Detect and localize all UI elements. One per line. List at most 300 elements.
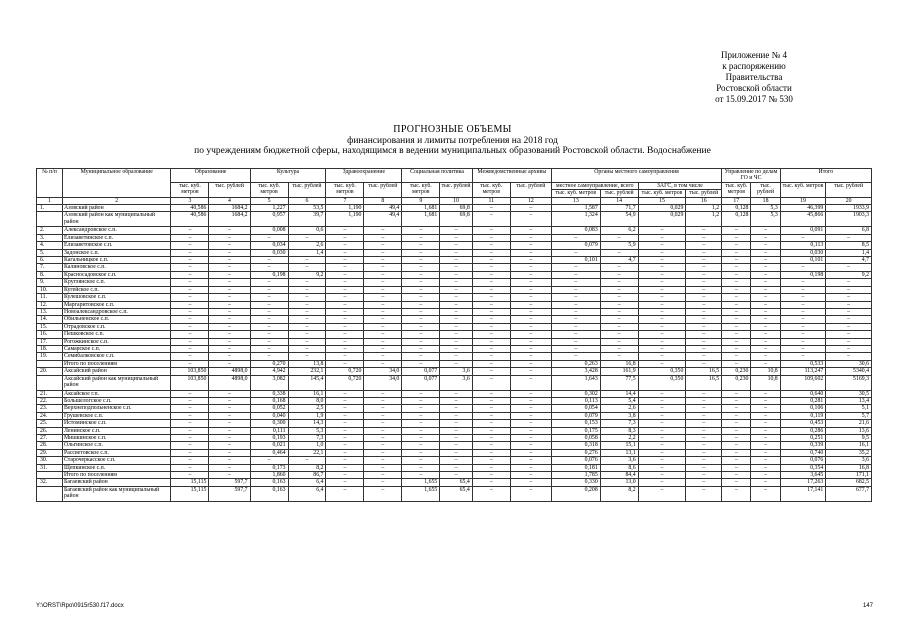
- value-cell: –: [510, 294, 551, 301]
- header-oms-zags: ЗАГС, в том числе: [638, 182, 722, 189]
- value-cell: –: [510, 249, 551, 256]
- value-cell: –: [826, 264, 872, 271]
- value-cell: 1,190: [326, 205, 364, 212]
- value-cell: –: [402, 405, 440, 412]
- value-cell: –: [171, 353, 209, 360]
- table-row: [37, 338, 872, 345]
- value-cell: –: [751, 353, 780, 360]
- value-cell: 54,9: [600, 212, 638, 227]
- row-number: 20.: [37, 368, 63, 375]
- value-cell: –: [209, 472, 250, 479]
- value-cell: 69,8: [440, 212, 473, 227]
- row-number: 19.: [37, 353, 63, 360]
- value-cell: –: [686, 464, 722, 471]
- row-number: [37, 486, 63, 501]
- row-number: [37, 212, 63, 227]
- value-cell: 71,7: [600, 205, 638, 212]
- value-cell: –: [326, 242, 364, 249]
- value-cell: –: [722, 286, 751, 293]
- value-cell: –: [722, 279, 751, 286]
- municipality-name: Верхнеподпольненское с.п.: [63, 405, 171, 412]
- value-cell: –: [510, 345, 551, 352]
- municipality-name: Старочеркасское с.п.: [63, 457, 171, 464]
- value-cell: –: [402, 420, 440, 427]
- value-cell: –: [209, 390, 250, 397]
- value-cell: –: [826, 331, 872, 338]
- header-group-archives: Межведомственные архивы: [472, 169, 551, 183]
- value-cell: –: [751, 316, 780, 323]
- header-unit: тыс. рублей: [209, 182, 250, 197]
- value-cell: –: [510, 205, 551, 212]
- value-cell: –: [209, 427, 250, 434]
- value-cell: –: [472, 301, 510, 308]
- value-cell: –: [209, 242, 250, 249]
- value-cell: –: [686, 316, 722, 323]
- value-cell: 34,0: [364, 368, 402, 375]
- value-cell: –: [440, 345, 473, 352]
- table-row: [37, 427, 872, 434]
- municipality-name: Обильненское с.п.: [63, 316, 171, 323]
- value-cell: 69,8: [440, 205, 473, 212]
- value-cell: –: [472, 264, 510, 271]
- table-row: [37, 242, 872, 249]
- value-cell: –: [364, 427, 402, 434]
- value-cell: 1684,2: [209, 205, 250, 212]
- appendix-line: от 15.09.2017 № 530: [715, 94, 793, 104]
- value-cell: –: [402, 360, 440, 367]
- value-cell: –: [402, 242, 440, 249]
- value-cell: –: [722, 227, 751, 234]
- value-cell: –: [722, 264, 751, 271]
- value-cell: –: [638, 257, 686, 264]
- value-cell: –: [722, 442, 751, 449]
- value-cell: –: [510, 435, 551, 442]
- value-cell: –: [364, 338, 402, 345]
- value-cell: 1,587: [551, 205, 600, 212]
- value-cell: 8,2: [288, 464, 326, 471]
- value-cell: 5,3: [751, 205, 780, 212]
- value-cell: 0,338: [250, 390, 288, 397]
- column-number: 5: [250, 197, 288, 204]
- value-cell: 5,4: [600, 397, 638, 404]
- value-cell: –: [209, 360, 250, 367]
- value-cell: 0,054: [551, 405, 600, 412]
- value-cell: –: [288, 234, 326, 241]
- value-cell: –: [326, 353, 364, 360]
- value-cell: –: [600, 279, 638, 286]
- value-cell: –: [171, 316, 209, 323]
- header-group-education: Образование: [171, 169, 250, 183]
- value-cell: –: [722, 249, 751, 256]
- value-cell: –: [171, 412, 209, 419]
- value-cell: 0,175: [551, 427, 600, 434]
- value-cell: –: [440, 420, 473, 427]
- value-cell: –: [751, 271, 780, 278]
- value-cell: –: [326, 331, 364, 338]
- value-cell: 0,230: [722, 368, 751, 375]
- value-cell: –: [326, 286, 364, 293]
- value-cell: –: [326, 316, 364, 323]
- value-cell: 13,0: [600, 479, 638, 486]
- value-cell: –: [686, 242, 722, 249]
- appendix-block: [679, 50, 829, 105]
- value-cell: –: [826, 279, 872, 286]
- value-cell: –: [722, 449, 751, 456]
- value-cell: 3,645: [780, 472, 826, 479]
- value-cell: 0,030: [250, 249, 288, 256]
- value-cell: –: [288, 323, 326, 330]
- value-cell: 1,0: [288, 442, 326, 449]
- value-cell: –: [250, 279, 288, 286]
- row-number: 8.: [37, 271, 63, 278]
- table-row: [37, 479, 872, 486]
- value-cell: 16,5: [686, 375, 722, 390]
- header-unit: тыс. куб. метров: [402, 182, 440, 197]
- column-number: 13: [551, 197, 600, 204]
- value-cell: 65,4: [440, 486, 473, 501]
- column-number: 7: [326, 197, 364, 204]
- value-cell: 0,263: [551, 360, 600, 367]
- municipality-name: Кугейское с.п.: [63, 286, 171, 293]
- value-cell: 0,083: [551, 227, 600, 234]
- value-cell: 0,111: [250, 427, 288, 434]
- value-cell: 7,3: [600, 420, 638, 427]
- value-cell: –: [722, 420, 751, 427]
- value-cell: –: [510, 472, 551, 479]
- value-cell: –: [638, 442, 686, 449]
- value-cell: –: [510, 390, 551, 397]
- value-cell: –: [686, 323, 722, 330]
- table-body: [37, 205, 872, 502]
- table-row: [37, 316, 872, 323]
- table-row: [37, 375, 872, 390]
- value-cell: –: [551, 331, 600, 338]
- value-cell: –: [326, 427, 364, 434]
- value-cell: –: [209, 271, 250, 278]
- value-cell: 0,030: [780, 249, 826, 256]
- value-cell: 1,324: [551, 212, 600, 227]
- value-cell: –: [364, 405, 402, 412]
- value-cell: –: [250, 257, 288, 264]
- header-unit: тыс. рублей: [440, 182, 473, 197]
- table-row: [37, 405, 872, 412]
- value-cell: –: [686, 360, 722, 367]
- value-cell: –: [638, 427, 686, 434]
- value-cell: 0,077: [402, 368, 440, 375]
- value-cell: –: [440, 472, 473, 479]
- row-number: 13.: [37, 308, 63, 315]
- value-cell: –: [209, 397, 250, 404]
- value-cell: –: [638, 345, 686, 352]
- value-cell: –: [171, 464, 209, 471]
- value-cell: 0,101: [780, 257, 826, 264]
- value-cell: –: [209, 442, 250, 449]
- value-cell: –: [440, 457, 473, 464]
- value-cell: –: [209, 294, 250, 301]
- value-cell: –: [472, 323, 510, 330]
- row-number: 23.: [37, 405, 63, 412]
- value-cell: –: [402, 390, 440, 397]
- value-cell: –: [510, 449, 551, 456]
- value-cell: –: [826, 294, 872, 301]
- value-cell: 0,119: [780, 412, 826, 419]
- column-number: 6: [288, 197, 326, 204]
- value-cell: –: [364, 479, 402, 486]
- municipality-name: Грушевское с.п.: [63, 412, 171, 419]
- value-cell: –: [171, 449, 209, 456]
- value-cell: –: [402, 353, 440, 360]
- value-cell: –: [472, 435, 510, 442]
- value-cell: –: [326, 360, 364, 367]
- value-cell: –: [171, 420, 209, 427]
- value-cell: –: [638, 412, 686, 419]
- value-cell: –: [826, 316, 872, 323]
- table-row: [37, 323, 872, 330]
- value-cell: 0,029: [638, 212, 686, 227]
- value-cell: –: [751, 405, 780, 412]
- header-unit: тыс. рублей: [600, 190, 638, 197]
- value-cell: –: [638, 397, 686, 404]
- value-cell: –: [780, 308, 826, 315]
- value-cell: –: [472, 205, 510, 212]
- value-cell: –: [440, 442, 473, 449]
- value-cell: 65,4: [440, 479, 473, 486]
- value-cell: –: [722, 479, 751, 486]
- value-cell: 40,586: [171, 212, 209, 227]
- value-cell: –: [826, 234, 872, 241]
- value-cell: 0,029: [638, 205, 686, 212]
- value-cell: –: [638, 464, 686, 471]
- value-cell: –: [364, 279, 402, 286]
- value-cell: –: [751, 301, 780, 308]
- row-number: 3.: [37, 234, 63, 241]
- value-cell: –: [551, 286, 600, 293]
- value-cell: –: [751, 464, 780, 471]
- footer-page-number: 147: [862, 603, 873, 609]
- value-cell: –: [440, 353, 473, 360]
- value-cell: –: [171, 301, 209, 308]
- municipality-name: Большелогское с.п.: [63, 397, 171, 404]
- row-number: 21.: [37, 390, 63, 397]
- value-cell: –: [364, 360, 402, 367]
- value-cell: –: [638, 479, 686, 486]
- value-cell: –: [364, 301, 402, 308]
- value-cell: –: [638, 323, 686, 330]
- value-cell: –: [209, 353, 250, 360]
- value-cell: –: [209, 227, 250, 234]
- value-cell: –: [440, 390, 473, 397]
- value-cell: –: [288, 345, 326, 352]
- value-cell: –: [686, 412, 722, 419]
- value-cell: 0,533: [780, 360, 826, 367]
- value-cell: –: [751, 242, 780, 249]
- row-number: 28.: [37, 442, 63, 449]
- value-cell: 2,2: [600, 435, 638, 442]
- value-cell: –: [780, 286, 826, 293]
- value-cell: 3,8: [600, 412, 638, 419]
- header-group-total: Итого: [780, 169, 871, 183]
- value-cell: –: [440, 249, 473, 256]
- value-cell: –: [402, 264, 440, 271]
- appendix-line: Ростовской области: [716, 83, 792, 93]
- value-cell: –: [326, 412, 364, 419]
- value-cell: 1,190: [326, 212, 364, 227]
- table-row: [37, 249, 872, 256]
- value-cell: –: [440, 234, 473, 241]
- value-cell: –: [686, 271, 722, 278]
- value-cell: –: [402, 442, 440, 449]
- column-number: 12: [510, 197, 551, 204]
- value-cell: –: [722, 338, 751, 345]
- value-cell: –: [171, 360, 209, 367]
- header-group-health: Здравоохранение: [326, 169, 402, 183]
- value-cell: 34,0: [364, 375, 402, 390]
- value-cell: –: [751, 390, 780, 397]
- row-number: 10.: [37, 286, 63, 293]
- value-cell: –: [288, 294, 326, 301]
- value-cell: –: [751, 435, 780, 442]
- value-cell: –: [364, 331, 402, 338]
- value-cell: –: [510, 316, 551, 323]
- value-cell: –: [551, 338, 600, 345]
- municipality-name: Аксайский район как муниципальный район: [63, 375, 171, 390]
- value-cell: 84,4: [600, 472, 638, 479]
- value-cell: –: [551, 345, 600, 352]
- value-cell: –: [364, 397, 402, 404]
- value-cell: 0,153: [551, 420, 600, 427]
- value-cell: –: [472, 308, 510, 315]
- value-cell: 9,5: [826, 435, 872, 442]
- municipality-name: Калиновское с.п.: [63, 264, 171, 271]
- municipality-name: Аксайское г.п.: [63, 390, 171, 397]
- value-cell: –: [326, 390, 364, 397]
- value-cell: 4,7: [600, 257, 638, 264]
- row-number: 12.: [37, 301, 63, 308]
- value-cell: –: [472, 412, 510, 419]
- municipality-name: Задонское с.п.: [63, 249, 171, 256]
- value-cell: –: [600, 331, 638, 338]
- row-number: 26.: [37, 427, 63, 434]
- value-cell: –: [209, 234, 250, 241]
- value-cell: –: [638, 360, 686, 367]
- value-cell: –: [751, 360, 780, 367]
- value-cell: –: [722, 257, 751, 264]
- value-cell: –: [686, 338, 722, 345]
- value-cell: –: [209, 316, 250, 323]
- value-cell: –: [638, 279, 686, 286]
- document-subtitle: финансирования и лимиты потребления на 2018 год: [347, 135, 558, 146]
- value-cell: –: [686, 472, 722, 479]
- value-cell: –: [440, 294, 473, 301]
- appendix-line: Правительства: [725, 72, 783, 82]
- value-cell: –: [751, 486, 780, 501]
- value-cell: –: [722, 301, 751, 308]
- header-unit: тыс. рублей: [288, 182, 326, 197]
- value-cell: –: [751, 294, 780, 301]
- value-cell: –: [780, 301, 826, 308]
- value-cell: –: [440, 316, 473, 323]
- value-cell: 77,5: [600, 375, 638, 390]
- value-cell: 1,655: [402, 479, 440, 486]
- value-cell: –: [551, 234, 600, 241]
- value-cell: 5,7: [826, 412, 872, 419]
- row-number: 6.: [37, 257, 63, 264]
- value-cell: –: [686, 479, 722, 486]
- value-cell: –: [402, 435, 440, 442]
- value-cell: –: [722, 345, 751, 352]
- value-cell: –: [364, 390, 402, 397]
- value-cell: –: [826, 338, 872, 345]
- value-cell: 15,1: [600, 442, 638, 449]
- value-cell: 15,115: [171, 479, 209, 486]
- value-cell: 0,168: [250, 397, 288, 404]
- table-row: [37, 205, 872, 212]
- value-cell: –: [364, 412, 402, 419]
- value-cell: –: [402, 472, 440, 479]
- value-cell: 5169,3: [826, 375, 872, 390]
- value-cell: –: [638, 308, 686, 315]
- value-cell: 45,866: [780, 212, 826, 227]
- value-cell: 4,7: [826, 257, 872, 264]
- value-cell: 0,113: [780, 242, 826, 249]
- value-cell: –: [510, 405, 551, 412]
- value-cell: –: [722, 457, 751, 464]
- value-cell: –: [250, 323, 288, 330]
- value-cell: –: [510, 242, 551, 249]
- value-cell: 682,5: [826, 479, 872, 486]
- value-cell: –: [472, 405, 510, 412]
- value-cell: –: [751, 472, 780, 479]
- table-row: [37, 390, 872, 397]
- value-cell: 1,655: [402, 486, 440, 501]
- value-cell: –: [686, 397, 722, 404]
- value-cell: 0,091: [780, 227, 826, 234]
- value-cell: –: [686, 286, 722, 293]
- value-cell: –: [551, 271, 600, 278]
- header-unit: тыс. куб. метров: [250, 182, 288, 197]
- value-cell: –: [722, 486, 751, 501]
- value-cell: –: [751, 227, 780, 234]
- value-cell: 1,4: [826, 249, 872, 256]
- value-cell: –: [171, 279, 209, 286]
- value-cell: –: [600, 264, 638, 271]
- value-cell: –: [686, 345, 722, 352]
- value-cell: –: [600, 345, 638, 352]
- value-cell: –: [472, 345, 510, 352]
- value-cell: 0,6: [288, 227, 326, 234]
- table-row: [37, 279, 872, 286]
- value-cell: 3,428: [551, 368, 600, 375]
- value-cell: 14,4: [600, 390, 638, 397]
- value-cell: 0,270: [250, 360, 288, 367]
- value-cell: –: [780, 279, 826, 286]
- value-cell: 8,3: [600, 427, 638, 434]
- value-cell: –: [472, 286, 510, 293]
- row-number: 1.: [37, 205, 63, 212]
- row-number: 27.: [37, 435, 63, 442]
- value-cell: –: [288, 301, 326, 308]
- value-cell: –: [551, 279, 600, 286]
- value-cell: 35,2: [826, 449, 872, 456]
- value-cell: –: [440, 286, 473, 293]
- value-cell: –: [209, 405, 250, 412]
- value-cell: –: [638, 472, 686, 479]
- value-cell: 677,7: [826, 486, 872, 501]
- value-cell: 0,193: [250, 435, 288, 442]
- row-number: 16.: [37, 331, 63, 338]
- value-cell: 1,227: [250, 205, 288, 212]
- value-cell: –: [510, 427, 551, 434]
